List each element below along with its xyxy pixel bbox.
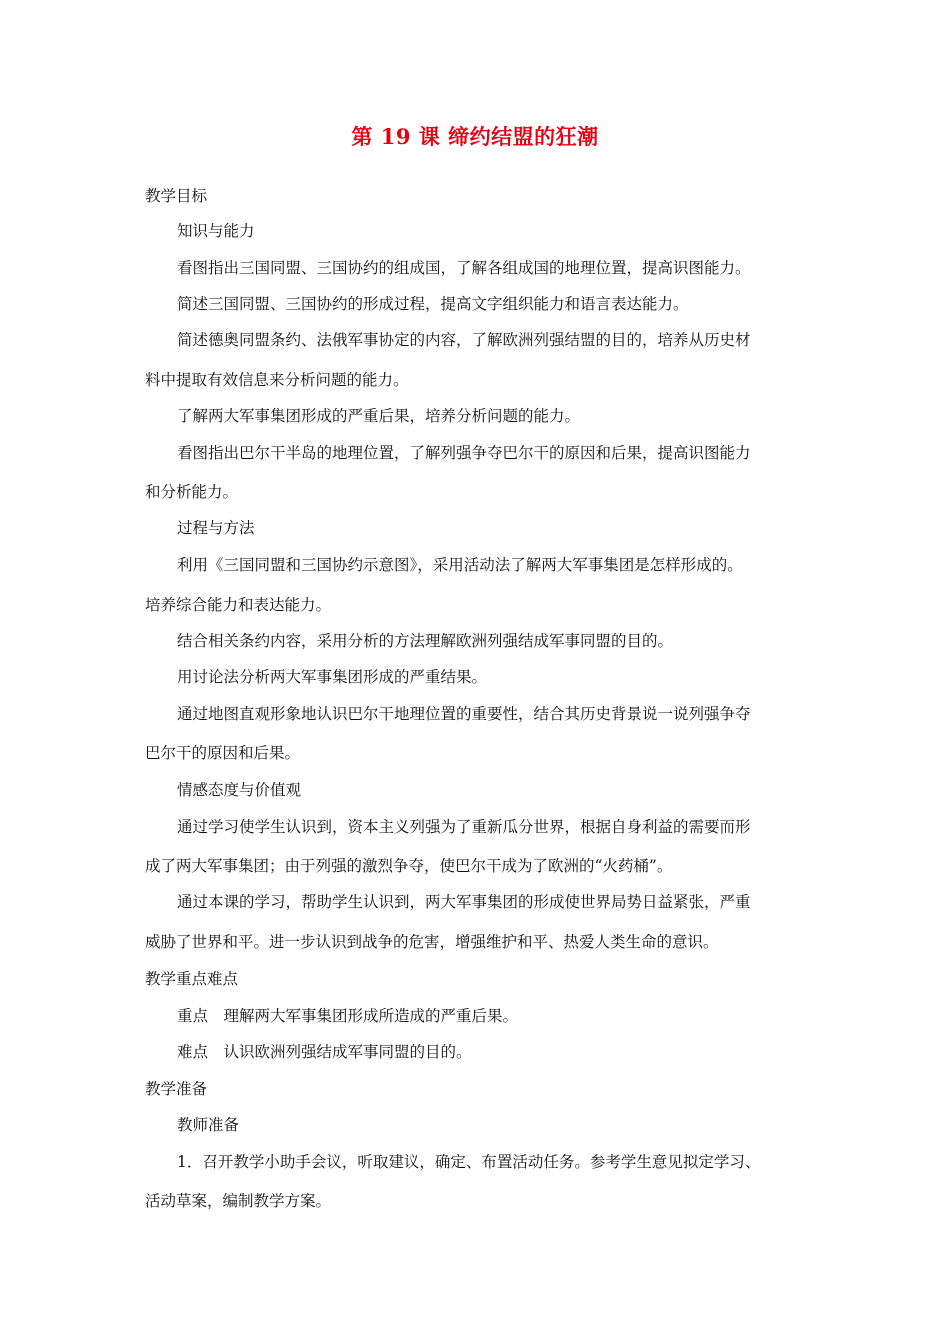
- section-heading: 教学目标: [145, 187, 208, 205]
- paragraph-line: 巴尔干的原因和后果。: [145, 744, 301, 762]
- subsection-heading: 过程与方法: [177, 519, 255, 537]
- paragraph-line: 通过地图直观形象地认识巴尔干地理位置的重要性，结合其历史背景说一说列强争夺: [177, 705, 751, 723]
- paragraph-line: 通过本课的学习，帮助学生认识到，两大军事集团的形成使世界局势日益紧张，严重: [177, 893, 751, 911]
- lesson-title: 第 19 课 缔约结盟的狂潮: [351, 124, 599, 149]
- paragraph-line: 看图指出巴尔干半岛的地理位置，了解列强争夺巴尔干的原因和后果，提高识图能力: [177, 444, 751, 462]
- paragraph-line: 难点 认识欧洲列强结成军事同盟的目的。: [177, 1043, 472, 1061]
- paragraph-line: 简述三国同盟、三国协约的形成过程，提高文字组织能力和语言表达能力。: [177, 295, 689, 313]
- paragraph-line: 成了两大军事集团；由于列强的激烈争夺，使巴尔干成为了欧洲的“火药桶”。: [145, 857, 673, 875]
- paragraph-line: 结合相关条约内容，采用分析的方法理解欧洲列强结成军事同盟的目的。: [177, 632, 674, 650]
- paragraph-line: 用讨论法分析两大军事集团形成的严重结果。: [177, 668, 488, 686]
- paragraph-line: 威胁了世界和平。进一步认识到战争的危害，增强维护和平、热爱人类生命的意识。: [145, 933, 719, 951]
- paragraph-line: 通过学习使学生认识到，资本主义列强为了重新瓜分世界，根据自身利益的需要而形: [177, 818, 751, 836]
- paragraph-line: 料中提取有效信息来分析问题的能力。: [145, 371, 409, 389]
- paragraph-line: 利用《三国同盟和三国协约示意图》，采用活动法了解两大军事集团是怎样形成的。: [177, 556, 743, 574]
- subsection-heading: 教师准备: [177, 1116, 240, 1134]
- paragraph-line: 1．召开教学小助手会议，听取建议，确定、布置活动任务。参考学生意见拟定学习、: [177, 1153, 761, 1171]
- paragraph-line: 了解两大军事集团形成的严重后果，培养分析问题的能力。: [177, 407, 581, 425]
- subsection-heading: 知识与能力: [177, 222, 255, 240]
- section-heading: 教学重点难点: [145, 970, 239, 988]
- paragraph-line: 培养综合能力和表达能力。: [145, 596, 332, 614]
- subsection-heading: 情感态度与价值观: [177, 781, 302, 799]
- paragraph-line: 重点 理解两大军事集团形成所造成的严重后果。: [177, 1007, 519, 1025]
- paragraph-line: 活动草案，编制教学方案。: [145, 1192, 332, 1210]
- paragraph-line: 和分析能力。: [145, 483, 239, 501]
- section-heading: 教学准备: [145, 1080, 208, 1098]
- paragraph-line: 看图指出三国同盟、三国协约的组成国，了解各组成国的地理位置，提高识图能力。: [177, 259, 751, 277]
- paragraph-line: 简述德奥同盟条约、法俄军事协定的内容，了解欧洲列强结盟的目的，培养从历史材: [177, 331, 751, 349]
